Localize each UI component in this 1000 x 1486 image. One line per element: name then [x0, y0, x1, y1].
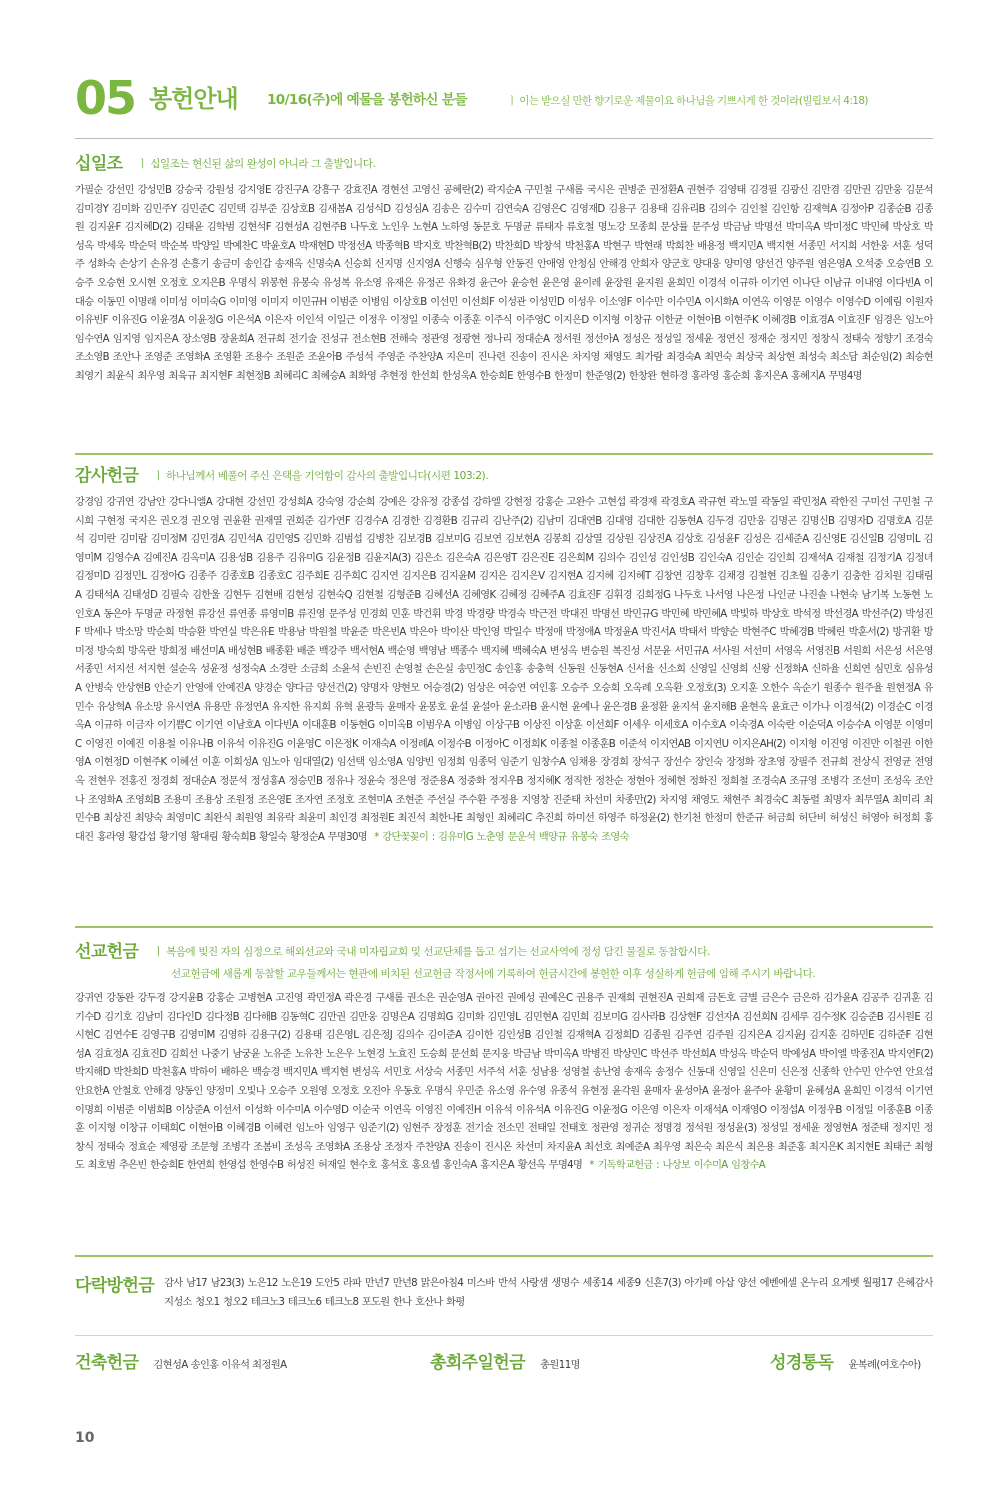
section-title: 봉헌안내 — [149, 85, 238, 113]
section-divider — [75, 1335, 933, 1336]
tithe-block — [75, 152, 933, 387]
flower-note: * 강단꽃꽂이 : 김유미G 노춘영 문운석 백양규 유봉숙 조영숙 — [374, 831, 629, 843]
tithe-title: 십일조 — [75, 154, 123, 174]
church-note: * 기독학교헌금 : 나상보 이수미A 임창수A — [589, 1160, 766, 1172]
district-block — [75, 1272, 933, 1312]
district-title: 다락방헌금 — [75, 1276, 155, 1296]
section-divider — [75, 1255, 933, 1257]
district-names: 감사 남17 남23(3) 노은12 노은19 도안5 라파 만년7 만년8 맑은아침4 미스바 반석 사랑샘 생명수 세종14 세종9 신흔7(3) 아가페 아삽 양선 에벤에셀 온누리 요게벳 월평17 은혜감사 지성소 청오1 청오2 테크노3 테크노6 테크노8 포도원 한나 호산나 화평 — [164, 1278, 933, 1308]
section-divider — [75, 453, 933, 455]
bible-names: 윤복례(여호수아) — [848, 1360, 921, 1371]
thanks-subtitle: ㅣ 하나님께서 베풀어 주신 은택을 기억함이 감사의 출발입니다(시편 103:2). — [153, 470, 489, 482]
mission-block — [75, 940, 933, 1176]
section-divider — [75, 926, 933, 928]
header-divider — [75, 138, 933, 139]
section-number: 05 — [75, 71, 136, 125]
thanks-names — [75, 494, 933, 847]
mission-title: 선교헌금 — [75, 942, 139, 962]
mission-subtitle: ㅣ 복음에 빚진 자의 심정으로 해외선교와 국내 미자립교회 및 선교단체를 돕고 섬기는 선교사역에 정성 담긴 물질로 동참합시다. — [153, 946, 710, 958]
bible-title: 성경통독 — [770, 1353, 834, 1373]
page-number: 10 — [75, 1430, 95, 1446]
bottom-row — [75, 1345, 933, 1381]
section-header — [75, 72, 945, 124]
tithe-names: 가필순 강선민 강성민B 강승국 강원성 강지영E 강진구A 강흥구 강효진A 경현선 고영신 공혜란(2) 곽지순A 구민철 구새롬 국시은 권병준 권정환A 권현주 김영태 김경필 김광신 김만겸 김만권 김만웅 김문석 김미경Y 김미화 김민주Y 김민준C 김민택 김부준 김상호B 김새봄A 김성식D 김성심A 김송은 김수미 김연숙A 김영은C 김영재D 김용구 김용태 김유리B 김의수 김인철 김인항 김재혁A 김정아P 김종순B 김종원 김지윤F 김지혜D(2) 김태윤 김학범 김현석F 김현성A 김현주B 나두호 노인우 노현A 노하영 동문호 두명균 류태자 류호철 명노강 모종희 문상률 문주성 박금남 박명선 박미옥A 박미정C 박민혜 박상호 박성옥 박세욱 박순덕 박순복 박양일 박예찬C 박윤호A 박재현D 박정선A 박종혁B 박지호 박찬혁B(2) 박찬희D 박창석 박천홍A 박현구 박현래 박희찬 배용정 백지민A 백지현 서종민 서지희 서한웅 서훈 성덕주 성화숙 손상기 손유경 손흥기 송금미 송인갑 송재옥 신명숙A 신승희 신지명 신지영A 신행숙 심우형 안동진 안애영 안청심 안해경 안희자 양군호 양대웅 양미영 양선건 양주원 염은영A 오석중 오승연B 오승주 오승현 오시현 오정호 오지은B 우명식 위봉현 유봉숙 유성복 유소영 유재은 유정곤 유화경 윤근아 윤승헌 윤은영 윤이레 윤장원 윤지원 윤희민 이경석 이규하 이기연 이나단 이남규 이내영 이다빈A 이대승 이동민 이명래 이미성 이미숙G 이미영 이미지 이민규H 이범준 이병임 이상호B 이선민 이선희F 이성관 이성민D 이성우 이소영F 이수만 이수민A 이시화A 이연옥 이영문 이영수 이영수D 이예림 이원자 이유빈F 이유진G 이윤경A 이윤정G 이은석A 이은자 이인석 이일근 이정우 이정일 이종숙 이종훈 이주식 이주영C 이지은D 이지형 이창규 이한균 이현아B 이현주K 이혜경B 이효경A 이효진F 임경은 임노아 임수연A 임지영 임지은A 장소영B 장윤희A 전규희 전기술 전성규 전소현B 전해숙 정관영 정광현 정나리 정대순A 정서원 정선아A 정성은 정성일 정세윤 정연신 정재순 정지민 정창식 정태숙 정향기 조경숙 조소영B 조안나 조영준 조영화A 조영환 조용수 조원준 조윤아B 주성석 주영준 주찬양A 지은미 진나련 진송이 진시온 차지영 채영도 최가람 최경숙A 최면숙 최상국 최상현 최성숙 최소담 최순임(2) 최승현 최영기 최윤식 최우영 최육규 최지현F 최현정B 최혜리C 최혜승A 최화영 추현정 한선희 한성욱A 한승희E 한영수B 한정미 한준영(2) 한창완 현하경 홍라영 홍순희 홍지은A 홍혜지A 무명4명 — [75, 185, 933, 382]
bible-reading — [770, 1345, 921, 1381]
section-subtitle: 10/16(주)에 예물을 봉헌하신 분들 — [267, 92, 467, 108]
mission-subtitle-2: 선교헌금에 새롭게 동참할 교우들께서는 현관에 비치된 선교헌금 작정서에 기록하여 헌금시간에 봉헌한 이후 성실하게 헌금에 임해 주시기 바랍니다. — [171, 968, 816, 980]
building-title: 건축헌금 — [75, 1353, 139, 1373]
section-verse: ㅣ 이는 받으실 만한 향기로운 제물이요 하나님을 기쁘시게 한 것이라(빌립보서 4:18) — [507, 95, 868, 107]
building-names: 김현성A 송인홍 이유석 최정원A — [153, 1360, 287, 1371]
mission-names-text: 강귀연 강동완 강두경 강지윤B 강홍순 고병현A 고진영 곽민정A 곽은경 구새롬 권소은 권순영A 권아진 권예성 권예은C 권용주 권재희 권현진A 권희재 금돈호 금별 금은수 금은하 김가윤A 김공주 김귀훈 김기수D 김기호 김남미 김다인D 김다정B 김다해B 김동혁C 김만권 김만웅 김명은A 김명희G 김미화 김민영L 김민현A 김민희 김보미G 김사라B 김상현F 김선자A 김선희N 김세루 김수정K 김승준B 김시원E 김시현C 김연수E 김영구B 김영미M 김영하 김용구(2) 김용태 김은영L 김은정J 김의수 김이준A 김이한 김인성B 김인철 김재혁A 김정희D 김종원 김주연 김주원 김지은A 김지윤J 김지훈 김하민E 김하준F 김현성A 김효정A 김효진D 김희선 나중기 남궁윤 노유준 노유찬 노은우 노현경 노효진 도승희 문선희 문지웅 박금남 박미옥A 박병진 박상민C 박선주 박선희A 박성옥 박순덕 박예성A 박이엘 박종진A 박지연F(2) 박지해D 박찬희D 박천홍A 박하이 배하은 백승경 백지민A 백지현 변성옥 서민호 서상숙 서종민 서주석 서훈 성남용 성영철 송난영 송재옥 송정수 신동대 신영일 신은미 신은정 신종학 안수민 안수연 안요섭 안요한A 안철호 안해경 양동인 양정미 오빛나 오승주 오원영 오정호 오진아 우동호 우명식 우민준 유소영 유수영 유종석 유현정 윤각원 윤매자 윤성아A 윤정아 윤주아 윤황미 윤혜성A 윤희민 이경석 이기연 이명희 이범준 이범희B 이상준A 이선서 이성화 이수미A 이수영D 이순국 이연옥 이영진 이예진H 이유석 이유석A 이유진G 이윤정G 이은영 이은자 이재석A 이재영O 이정섭A 이정우B 이정일 이종훈B 이종훈 이지형 이창규 이태희C 이현아B 이혜경B 이혜련 임노아 임영구 임준기(2) 임현주 장정훈 전기술 전소민 전태일 전태호 정관영 정귀순 정명경 정석원 정성윤(3) 정성일 정세윤 정영현A 정준태 정지민 정창식 정태숙 정효순 제영광 조문형 조병각 조봄비 조성옥 조영화A 조용상 조정자 주찬양A 진송이 진시온 차선미 차지윤A 최선호 최예준A 최우영 최은숙 최은식 최은용 최준홍 최지은K 최지현E 최태근 최형도 최호범 추은빈 한승희E 한연희 한영섭 한영수B 허성진 허재일 현수호 홍석호 홍요셉 홍인숙A 홍지은A 황선옥 무명4명 — [75, 993, 933, 1172]
assembly-offering — [430, 1345, 580, 1381]
mission-names — [75, 990, 933, 1176]
thanks-block — [75, 464, 933, 847]
assembly-title: 총회주일헌금 — [430, 1353, 525, 1373]
thanks-title: 감사헌금 — [75, 466, 139, 486]
thanks-names-text: 강경임 강귀연 강남안 강다니엘A 강대현 강선민 강성희A 강숙영 강순희 강예은 강유정 강종섭 강하엘 강현정 강홍순 고완수 고현섭 곽경재 곽경호A 곽규현 곽노열 곽동일 곽민정A 곽한진 구미선 구민철 구시희 구현정 국지은 권오경 권오영 권윤환 권재열 권희준 김가연F 김경수A 김경한 김경환B 김규리 김난주(2) 김남미 김대연B 김대영 김대한 김동현A 김두경 김만웅 김명곤 김명신B 김명자D 김명호A 김문석 김미란 김미람 김미정M 김민경A 김민석A 김민영S 김민화 김범섭 김병찬 김보경B 김보미G 김보연 김보현A 김봉희 김상열 김상원 김상진A 김상호 김성윤F 김성은 김세준A 김신영E 김신일B 김영미L 김영미M 김영수A 김예진A 김옥미A 김용성B 김용주 김유미G 김윤정B 김윤지A(3) 김은소 김은숙A 김은영T 김은진E 김은희M 김의수 김인성 김인성B 김인숙A 김인순 김인희 김재석A 김재철 김정기A 김정녀 김정미D 김정민L 김정아G 김종주 김종호B 김종호C 김주희E 김주희C 김지연 김지은B 김지윤M 김지은 김지은V 김지현A 김지혜 김지혜T 김창연 김창후 김채경 김철현 김초월 김총기 김충한 김치원 김태림A 김태석A 김태성D 김필숙 김한울 김현두 김현배 김현성 김현숙Q 김현철 김형준B 김혜선A 김혜영K 김혜정 김혜주A 김효진F 김휘경 김희정G 나두호 나서영 나은정 나인균 나진솔 나현숙 남기복 노동현 노인호A 동은아 두명균 라정현 류강선 류연종 류영미B 류진영 문주성 민경희 민훈 박건휘 박경 박경량 박경숙 박근전 박대진 박명선 박민규G 박민혜 박민혜A 박빛하 박상호 박석정 박선경A 박선주(2) 박성진F 박세나 박소망 박순희 박승환 박연실 박은유E 박용남 박원철 박윤준 박은빈A 박은아 박이산 박인영 박일수 박정애 박정애A 박정윤A 박진서A 박태서 박향순 박현주C 박혜경B 박혜린 박훈서(2) 방귀환 방미정 방숙희 방옥란 방희정 배선미A 배성현B 배종환 배준 백강주 백서현A 백순영 백영남 백종수 백지혜 백혜숙A 변성옥 변승원 복진성 서문윤 서민규A 서사원 서선미 서영옥 서영진B 서원희 서은성 서은영 서종민 서지선 서지현 설순옥 성윤정 성정숙A 소경란 소금희 소윤석 손빈진 손영철 손은실 송민정C 송인홍 송충혁 신동원 신동현A 신서율 신소희 신영일 신영희 신왕 신정화A 신하율 신희연 심민호 심유성A 안병숙 안상현B 안순기 안영애 안예진A 양경순 양다금 양선건(2) 양명자 양현모 어승경(2) 엄상은 여승연 여인홍 오승주 오승희 오옥례 오옥환 오정호(3) 오지훈 오한수 옥순기 원종수 원주율 원현정A 유민수 유상혁A 유소망 유시연A 유용만 유정연A 유지한 유지희 유혁 윤광득 윤매자 윤봉호 윤설 윤설아 윤소라B 윤시현 윤예나 윤은경B 윤정환 윤지석 윤지해B 윤현옥 윤효근 이가나 이경석(2) 이경순C 이경옥A 이규하 이금자 이기쁨C 이기연 이남호A 이다빈A 이대훈B 이동현G 이미옥B 이범우A 이병임 이상구B 이상진 이상훈 이선희F 이세우 이세호A 이수호A 이숙경A 이숙란 이순덕A 이승수A 이영문 이영미C 이영진 이예진 이용철 이유나B 이유석 이유진G 이윤영C 이은정K 이재숙A 이정례A 이정수B 이정아C 이정희K 이종철 이종훈B 이준석 이지연AB 이지연U 이지은AH(2) 이지형 이진영 이진만 이철권 이한영A 이현정D 이현주K 이혜선 이훈 이희성A 임노아 임대열(2) 임선택 임소영A 임양빈 임정희 임종덕 임준기 임창수A 임채용 장경희 장석구 장선수 장인숙 장정화 장초영 장필주 전규희 전상식 전영균 전영옥 전현우 전홍진 정경희 정대순A 정문석 정성홍A 정승민B 정유나 정윤숙 정은영 정준용A 정중화 정지우B 정지혜K 정직한 정찬순 정현아 정혜현 정화진 정희철 조경숙A 조규영 조병각 조선미 조성옥 조안나 조영화A 조영희B 조용미 조용상 조원정 조은영E 조자연 조정호 조현미A 조현준 주선실 주수환 주정용 지영창 진준태 차선미 차종만(2) 차지영 채영도 채현주 최경숙C 최동렬 최명자 최무열A 최미리 최민수B 최상진 최양숙 최영미C 최완식 최원영 최유락 최윤미 최인경 최정원E 최진석 최한나E 최형인 최혜리C 추진희 하미선 하영주 하정윤(2) 한기천 한정미 한준규 허금희 허단비 허성신 허영아 허정희 홍대진 홍라영 황갑섭 황기영 황대림 황숙희B 황일숙 황정순A 무명30명 — [75, 497, 933, 843]
tithe-subtitle: ㅣ 십일조는 현신된 삶의 완성이 아니라 그 출발입니다. — [137, 158, 376, 170]
building-offering — [75, 1345, 287, 1381]
assembly-names: 총원11명 — [540, 1360, 581, 1371]
